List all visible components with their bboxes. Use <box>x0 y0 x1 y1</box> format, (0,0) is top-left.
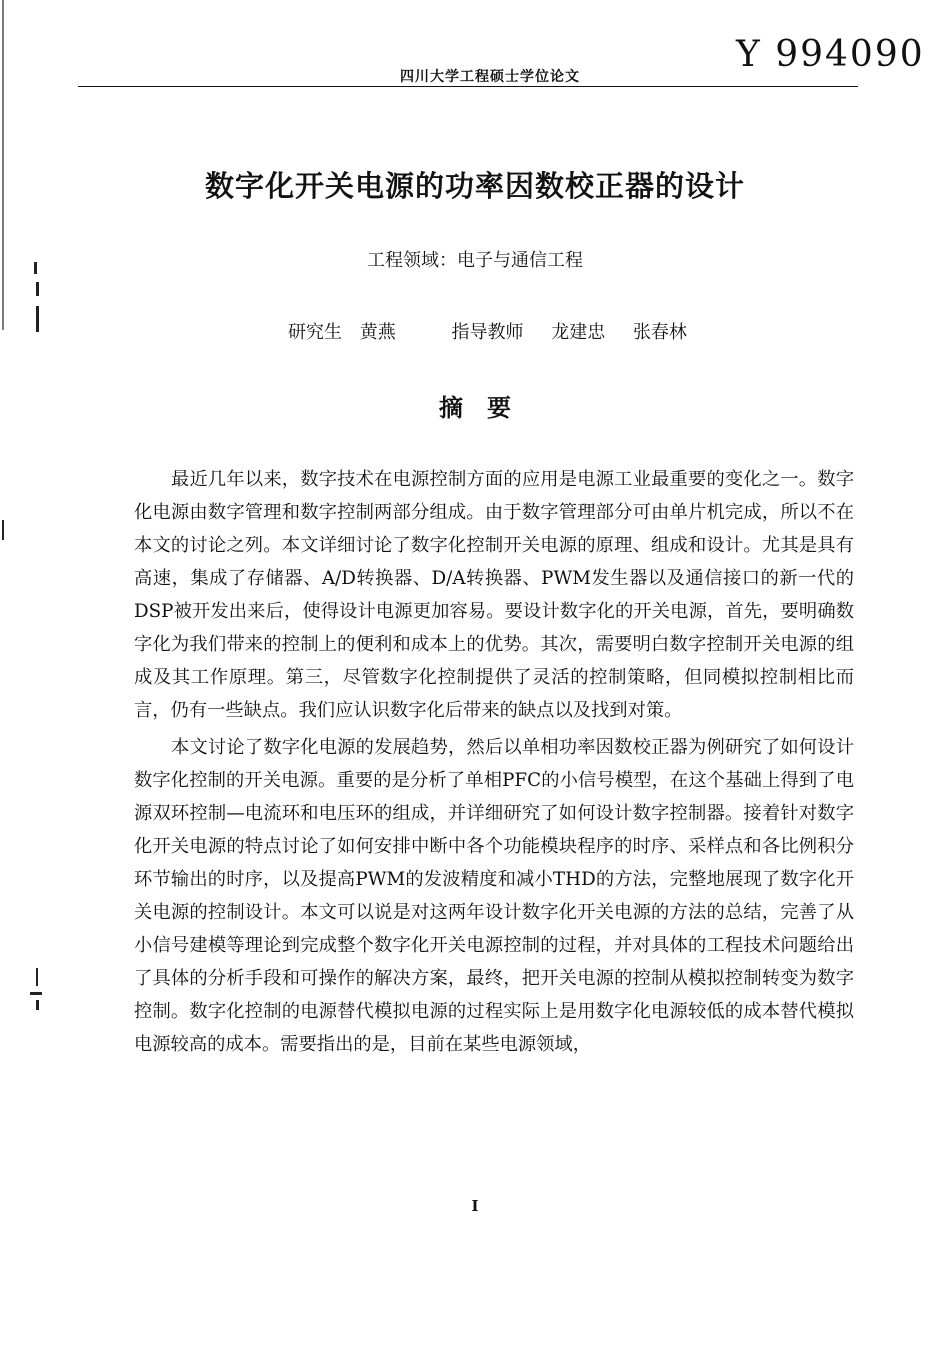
thesis-title: 数字化开关电源的功率因数校正器的设计 <box>204 169 745 203</box>
advisor-name-1: 龙建忠 <box>551 322 606 343</box>
scan-artifact <box>2 0 4 330</box>
engineering-field: 工程领域：电子与通信工程 <box>367 250 583 271</box>
student-name: 黄燕 <box>359 322 396 343</box>
author-line <box>288 318 687 344</box>
abstract-heading: 摘要 <box>439 394 535 422</box>
page-number: I <box>471 1197 479 1215</box>
scan-artifact <box>30 992 42 995</box>
scan-artifact <box>36 306 39 332</box>
catalog-number: Y 994090 <box>736 34 925 75</box>
abstract-paragraph: 最近几年以来，数字技术在电源控制方面的应用是电源工业最重要的变化之一。数字化电源由数字管理和数字控制两部分组成。由于数字管理部分可由单片机完成，所以不在本文的讨论之列。本文详细讨论了数字化控制开关电源的原理、组成和设计。尤其是具有高速，集成了存储器、A/D转换器、D/A转换器、PWM发生器以及通信接口的新一代的DSP被开发出来后，使得设计电源更加容易。要设计数字化的开关电源，首先，要明确数字化为我们带来的控制上的便利和成本上的优势。其次，需要明白数字控制开关电源的组成及其工作原理。第三，尽管数字化控制提供了灵活的控制策略，但同模拟控制相比而言，仍有一些缺点。我们应认识数字化后带来的缺点以及找到对策。 <box>134 469 854 721</box>
abstract-body <box>134 463 854 1065</box>
header-rule <box>78 86 858 87</box>
student-label: 研究生 <box>288 322 342 343</box>
advisor-name-2: 张春林 <box>632 322 687 343</box>
running-header: 四川大学工程硕士学位论文 <box>400 69 580 85</box>
advisor-label: 指导教师 <box>451 322 524 343</box>
scan-artifact <box>34 262 37 274</box>
abstract-paragraph: 本文讨论了数字化电源的发展趋势，然后以单相功率因数校正器为例研究了如何设计数字化控制的开关电源。重要的是分析了单相PFC的小信号模型，在这个基础上得到了电源双环控制—电流环和电压环的组成，并详细研究了如何设计数字控制器。接着针对数字化开关电源的特点讨论了如何安排中断中各个功能模块程序的时序、采样点和各比例积分环节输出的时序，以及提高PWM的发波精度和减小THD的方法，完整地展现了数字化开关电源的控制设计。本文可以说是对这两年设计数字化开关电源的方法的总结，完善了从小信号建模等理论到完成整个数字化开关电源控制的过程，并对具体的工程技术问题给出了具体的分析手段和可操作的解决方案，最终，把开关电源的控制从模拟控制转变为数字控制。数字化控制的电源替代模拟电源的过程实际上是用数字化电源较低的成本替代模拟电源较高的成本。需要指出的是，目前在某些电源领域， <box>134 737 854 1055</box>
scan-artifact <box>36 1000 39 1010</box>
scan-artifact <box>36 968 38 986</box>
scan-artifact <box>36 282 39 296</box>
scan-artifact <box>2 520 4 540</box>
